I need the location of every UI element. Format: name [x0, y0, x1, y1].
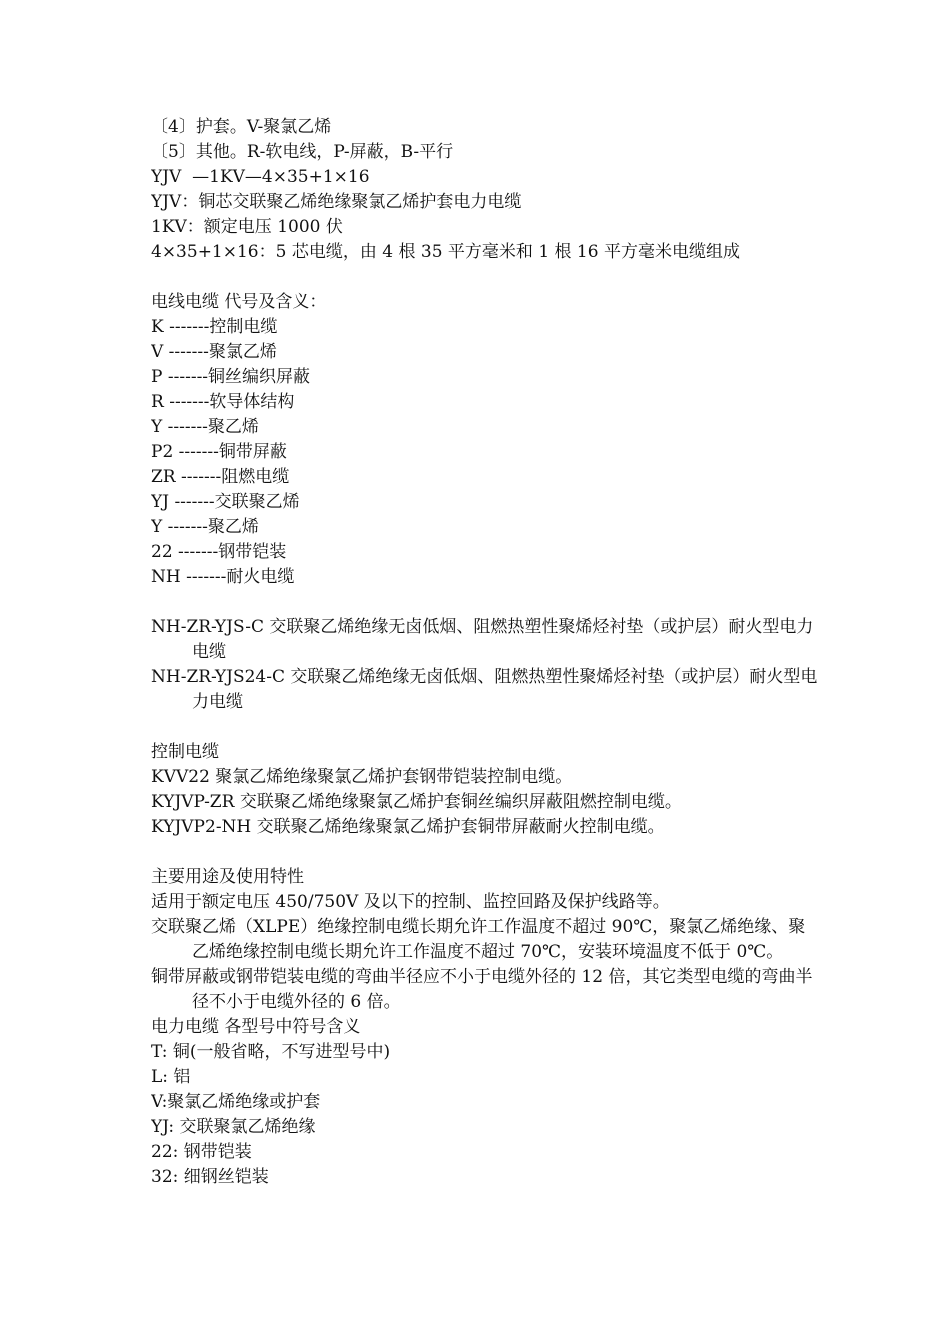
- list-item: YJ: 交联聚氯乙烯绝缘: [151, 1117, 316, 1137]
- text-line: YJV：铜芯交联聚乙烯绝缘聚氯乙烯护套电力电缆: [151, 192, 522, 212]
- list-item: YJ -------交联聚乙烯: [151, 492, 300, 512]
- text-line: 〔4〕护套。V-聚氯乙烯: [151, 117, 332, 137]
- code-meaning-list: [151, 290, 821, 590]
- paragraph: NH-ZR-YJS24-C 交联聚乙烯绝缘无卤低烟、阻燃热塑性聚烯烃衬垫（或护层）耐火型电力电缆: [151, 667, 818, 712]
- text-line: 〔5〕其他。R-软电线，P-屏蔽，B-平行: [151, 142, 454, 162]
- list-item: V:聚氯乙烯绝缘或护套: [151, 1092, 321, 1112]
- blank-line: [151, 715, 821, 740]
- blank-line: [151, 840, 821, 865]
- text-line: KYJVP2-NH 交联聚乙烯绝缘聚氯乙烯护套铜带屏蔽耐火控制电缆。: [151, 817, 665, 837]
- text-line: 1KV：额定电压 1000 伏: [151, 217, 343, 237]
- text-line: YJV —1KV—4×35+1×16: [151, 167, 370, 187]
- list-item: Y -------聚乙烯: [151, 417, 259, 437]
- blank-line: [151, 590, 821, 615]
- blank-line: [151, 265, 821, 290]
- paragraph: 交联聚乙烯（XLPE）绝缘控制电缆长期允许工作温度不超过 90℃，聚氯乙烯绝缘、聚乙烯绝缘控制电缆长期允许工作温度不超过 70℃，安装环境温度不低于 0℃。: [151, 917, 806, 962]
- section-heading: 主要用途及使用特性: [151, 867, 304, 887]
- paragraph: NH-ZR-YJS-C 交联聚乙烯绝缘无卤低烟、阻燃热塑性聚烯烃衬垫（或护层）耐火型电力电缆: [151, 617, 814, 662]
- list-item: P -------铜丝编织屏蔽: [151, 367, 311, 387]
- list-item: 32: 细钢丝铠装: [151, 1167, 269, 1187]
- document-body: [151, 115, 821, 1190]
- section-heading: 电线电缆 代号及含义：: [151, 292, 327, 312]
- list-item: L: 铝: [151, 1067, 191, 1087]
- usage-section: [151, 865, 821, 1015]
- list-item: V -------聚氯乙烯: [151, 342, 277, 362]
- list-item: P2 -------铜带屏蔽: [151, 442, 287, 462]
- power-cable-symbols: [151, 1015, 821, 1190]
- paragraph: 铜带屏蔽或钢带铠装电缆的弯曲半径应不小于电缆外径的 12 倍，其它类型电缆的弯曲半径不小于电缆外径的 6 倍。: [151, 967, 813, 1012]
- list-item: Y -------聚乙烯: [151, 517, 259, 537]
- list-item: 22 -------钢带铠装: [151, 542, 287, 562]
- list-item: NH -------耐火电缆: [151, 567, 295, 587]
- list-item: R -------软导体结构: [151, 392, 295, 412]
- section-heading: 控制电缆: [151, 742, 219, 762]
- section-heading: 电力电缆 各型号中符号含义: [151, 1017, 361, 1037]
- text-line: 4×35+1×16：5 芯电缆，由 4 根 35 平方毫米和 1 根 16 平方毫米电缆组成: [151, 242, 740, 262]
- list-item: 22: 钢带铠装: [151, 1142, 252, 1162]
- fire-resistant-cable-models: [151, 615, 821, 715]
- control-cable-section: [151, 740, 821, 840]
- text-line: KYJVP-ZR 交联聚乙烯绝缘聚氯乙烯护套铜丝编织屏蔽阻燃控制电缆。: [151, 792, 682, 812]
- list-item: K -------控制电缆: [151, 317, 278, 337]
- paragraph: 适用于额定电压 450/750V 及以下的控制、监控回路及保护线路等。: [151, 892, 670, 912]
- list-item: ZR -------阻燃电缆: [151, 467, 290, 487]
- text-line: KVV22 聚氯乙烯绝缘聚氯乙烯护套钢带铠装控制电缆。: [151, 767, 573, 787]
- list-item: T: 铜(一般省略，不写进型号中): [151, 1042, 391, 1062]
- cable-model-example: [151, 115, 821, 265]
